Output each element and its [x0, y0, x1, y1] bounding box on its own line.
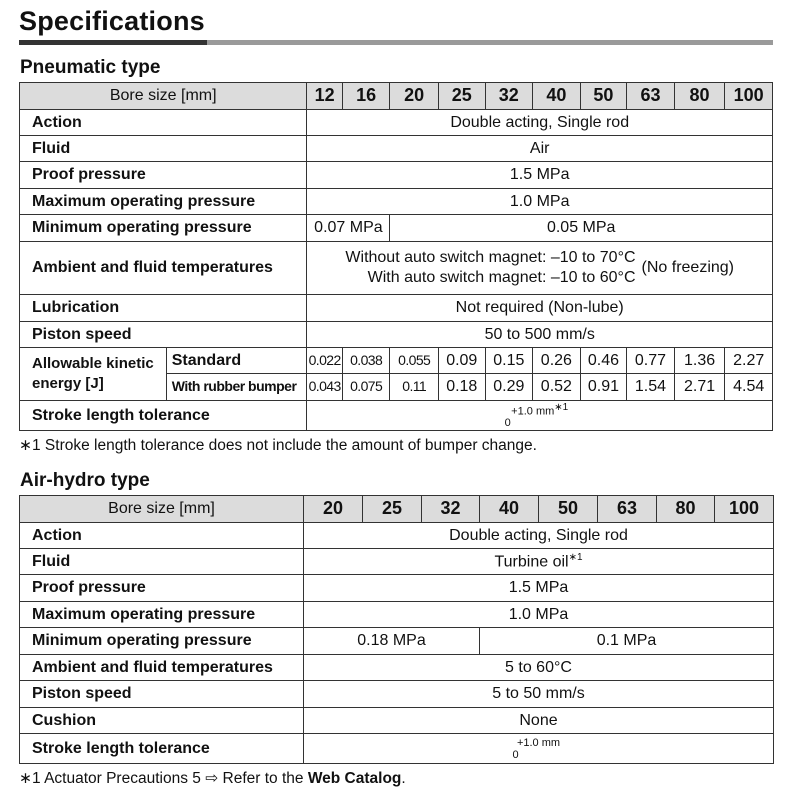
ke-std-12: 0.022 [307, 348, 342, 374]
bore-80: 80 [657, 496, 715, 523]
table-row [20, 215, 773, 242]
footnote-period: . [401, 770, 406, 787]
ke-std-16: 0.038 [342, 348, 390, 374]
fluid-footnote-mark: ∗1 [568, 552, 583, 564]
footnote-mark: ∗1 [19, 770, 41, 787]
ke-rb-63: 1.54 [627, 374, 675, 401]
fluid-label: Fluid [20, 549, 304, 575]
ambient-temp-value [307, 242, 773, 295]
table-row [20, 681, 774, 708]
ke-rb-40: 0.52 [533, 374, 581, 401]
table-row [20, 734, 774, 764]
max-pressure-value: 1.0 MPa [307, 189, 773, 215]
table-row [20, 136, 773, 162]
table-row [20, 242, 773, 295]
web-catalog-link[interactable]: Web Catalog [307, 770, 402, 787]
piston-speed-value: 50 to 500 mm/s [307, 322, 773, 348]
ambient-temp-line-2: With auto switch magnet: –10 to 60°C [367, 269, 636, 286]
action-label: Action [20, 523, 304, 549]
table-row [20, 295, 773, 322]
fluid-value: Air [307, 136, 773, 162]
action-value: Double acting, Single rod [304, 523, 774, 549]
min-pressure-label: Minimum operating pressure [20, 628, 304, 655]
stroke-tolerance-value [307, 401, 773, 431]
kinetic-standard-row [20, 348, 773, 374]
proof-pressure-label: Proof pressure [20, 162, 307, 189]
cushion-value: None [304, 708, 774, 734]
tolerance-minus: 0 [512, 748, 519, 761]
ke-rb-32: 0.29 [485, 374, 533, 401]
table-row [20, 523, 774, 549]
min-pressure-value-small: 0.07 MPa [307, 215, 390, 242]
bore-40: 40 [480, 496, 539, 523]
table-row [20, 549, 774, 575]
max-pressure-value: 1.0 MPa [304, 602, 774, 628]
ke-rb-20: 0.11 [390, 374, 439, 401]
ke-rb-50: 0.91 [580, 374, 627, 401]
bore-20: 20 [304, 496, 363, 523]
table-row [20, 628, 774, 655]
airhydro-spec-table [19, 495, 774, 764]
bore-63: 63 [598, 496, 657, 523]
arrow-right-icon: ⇨ [205, 770, 219, 787]
action-value: Double acting, Single rod [307, 110, 773, 136]
bore-size-label: Bore size [mm] [20, 496, 304, 523]
ke-std-63: 0.77 [627, 348, 675, 374]
airhydro-bore-row [20, 496, 774, 523]
proof-pressure-label: Proof pressure [20, 575, 304, 602]
table-row [20, 322, 773, 348]
footnote-text-mid: Refer to the [222, 770, 304, 787]
table-row [20, 602, 774, 628]
ke-rb-16: 0.075 [342, 374, 390, 401]
bore-100: 100 [725, 83, 773, 110]
tolerance-plus: +1.0 mm [516, 736, 561, 749]
table-row [20, 655, 774, 681]
proof-pressure-value: 1.5 MPa [304, 575, 774, 602]
lubrication-value: Not required (Non-lube) [307, 295, 773, 322]
tolerance-minus: 0 [504, 417, 511, 430]
table-row [20, 110, 773, 136]
kinetic-energy-label: Allowable kinetic energy [J] [20, 348, 167, 401]
ke-std-40: 0.26 [533, 348, 581, 374]
table-row [20, 189, 773, 215]
tolerance-footnote-mark: ∗1 [554, 401, 569, 413]
footnote-text-pre: Actuator Precautions 5 [44, 770, 201, 787]
piston-speed-label: Piston speed [20, 681, 304, 708]
min-pressure-label: Minimum operating pressure [20, 215, 307, 242]
piston-speed-value: 5 to 50 mm/s [304, 681, 774, 708]
min-pressure-value-small: 0.18 MPa [304, 628, 480, 655]
action-label: Action [20, 110, 307, 136]
ambient-temp-line-1: Without auto switch magnet: –10 to 70°C [345, 249, 636, 266]
ke-rb-100: 4.54 [725, 374, 773, 401]
bore-20: 20 [390, 83, 439, 110]
bore-32: 32 [422, 496, 480, 523]
page-title: Specifications [19, 6, 205, 36]
cushion-label: Cushion [20, 708, 304, 734]
ke-std-32: 0.15 [485, 348, 533, 374]
bore-25: 25 [363, 496, 422, 523]
pneumatic-spec-table [19, 82, 773, 431]
bore-25: 25 [438, 83, 485, 110]
min-pressure-value-large: 0.1 MPa [480, 628, 774, 655]
table-row [20, 162, 773, 189]
ambient-temp-value: 5 to 60°C [304, 655, 774, 681]
ke-rb-80: 2.71 [674, 374, 725, 401]
min-pressure-value-large: 0.05 MPa [390, 215, 773, 242]
ambient-temp-label: Ambient and fluid temperatures [20, 242, 307, 295]
table-row [20, 708, 774, 734]
bore-80: 80 [674, 83, 725, 110]
max-pressure-label: Maximum operating pressure [20, 189, 307, 215]
bore-100: 100 [715, 496, 774, 523]
footnote-text: Stroke length tolerance does not include the amount of bumper change. [44, 437, 537, 454]
footnote-mark: ∗1 [19, 437, 41, 454]
airhydro-footnote [19, 769, 406, 788]
table-row [20, 401, 773, 431]
ambient-temp-label: Ambient and fluid temperatures [20, 655, 304, 681]
lubrication-label: Lubrication [20, 295, 307, 322]
tolerance-plus: +1.0 mm [511, 405, 555, 418]
stroke-tolerance-value [304, 734, 774, 764]
proof-pressure-value: 1.5 MPa [307, 162, 773, 189]
fluid-text: Turbine oil [494, 553, 569, 571]
title-underline [19, 40, 773, 45]
bore-12: 12 [307, 83, 342, 110]
ke-std-20: 0.055 [390, 348, 439, 374]
pneumatic-heading: Pneumatic type [20, 57, 161, 78]
bore-16: 16 [342, 83, 390, 110]
fluid-label: Fluid [20, 136, 307, 162]
bore-size-label: Bore size [mm] [20, 83, 307, 110]
max-pressure-label: Maximum operating pressure [20, 602, 304, 628]
pneumatic-footnote [19, 436, 537, 455]
bore-63: 63 [627, 83, 675, 110]
ke-std-80: 1.36 [674, 348, 725, 374]
kinetic-rubber-label: With rubber bumper [166, 374, 307, 401]
table-row [20, 575, 774, 602]
airhydro-heading: Air-hydro type [20, 470, 150, 491]
ke-std-50: 0.46 [580, 348, 627, 374]
stroke-tolerance-label: Stroke length tolerance [20, 401, 307, 431]
ke-std-25: 0.09 [438, 348, 485, 374]
ke-rb-25: 0.18 [438, 374, 485, 401]
bore-50: 50 [580, 83, 627, 110]
piston-speed-label: Piston speed [20, 322, 307, 348]
bore-40: 40 [533, 83, 581, 110]
ke-rb-12: 0.043 [307, 374, 342, 401]
ke-std-100: 2.27 [725, 348, 773, 374]
stroke-tolerance-label: Stroke length tolerance [20, 734, 304, 764]
kinetic-standard-label: Standard [166, 348, 307, 374]
title-underline-accent [19, 40, 207, 45]
bore-32: 32 [485, 83, 533, 110]
bore-50: 50 [539, 496, 598, 523]
fluid-value [304, 549, 774, 575]
pneumatic-bore-row [20, 83, 773, 110]
ambient-temp-suffix: (No freezing) [641, 259, 734, 277]
